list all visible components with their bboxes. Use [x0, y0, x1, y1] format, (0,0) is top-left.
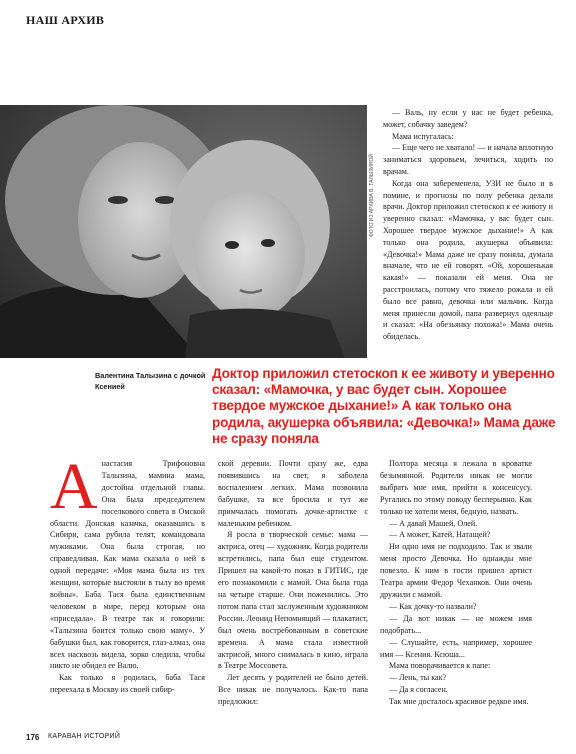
paragraph: — Да вот никак — не можем имя подобрать...: [380, 613, 532, 635]
paragraph: Как только я родилась, баба Тася переехала в Москву из своей сибир-: [50, 673, 205, 695]
paragraph: — А может, Катей, Натащей?: [389, 530, 491, 540]
paragraph: Полтора месяца я лежала в кроватке безымянной. Родители никак не могли выбрать мне имя, прийти к консенсусу. Ругались по этому поводу бесперывно. Как только не хотели меня, бедную, назвать.: [380, 459, 532, 516]
paragraph: — Как дочку-то назвали?: [389, 601, 477, 611]
magazine-name: КАРАВАН ИСТОРИЙ: [48, 733, 121, 740]
drop-cap: А: [50, 450, 98, 523]
paragraph: Я росла в творческой семье: мама — актриса, отец — художник. Когда родители встретились, папа был еще студентом. Пришел на какой-то показ в ГИТИС, где его познакомили с мамой. Она была года на четыре старше. Они поженились. Это потом папа стал заслуженным художником России. Леонид Непомнящий — плакатист, был очень востребованным в советские времена. А мама стала известной актрисой, много снималась в кино, играла в Театре Моссовета.: [218, 530, 368, 671]
right-column: [383, 107, 553, 343]
archive-photo: [0, 105, 367, 358]
paragraph: Так мне досталось красивое редкое имя.: [389, 697, 529, 707]
first-paragraph: [50, 450, 205, 672]
column-1: [50, 450, 205, 696]
paragraph: — Валь, ну если у нас не будет ребенка, может, собачку заведем?: [383, 108, 553, 129]
paragraph: Мама испугалась:: [392, 131, 454, 141]
paragraph: — Слушайте, есть, например, хорошее имя — Ксения. Ксюша...: [380, 637, 532, 659]
column-3: [380, 458, 532, 708]
paragraph: — Лень, ты как?: [389, 673, 447, 683]
first-paragraph-text: настасия Трифоновна Талызина, мамина мама, достойна отдельной главы. Она была председателем поселкового совета в Омской области. Донская казачка, оказавшись в Сибири, сама рубила телят, командовала мужиками. Она была строгая, но справедливая. Как мама сказала о ней в одной передаче: «Моя мама была из тех женщин, которые выстояли в тылу во время войны». Баба Тася была единственным человеком в мире, перед которым она «приседала». В театре так и говорили: «Талызина боится только свою маму». У бабушки был, как говорится, глаз-алмаз, она всех насквозь видела, зорко следила, чтобы никто не обидел ее Валю.: [50, 459, 205, 671]
column-2: [218, 458, 368, 708]
photo-caption: Валентина Талызина с дочкой Ксенией: [95, 371, 206, 391]
pull-quote: Доктор приложил стетоскоп к ее животу и уверенно сказал: «Мамочка, у вас будет сын. Хорошее твердое мужское дыхание!» А как только она родила, акушерка объявила: «Девочка!» Мама даже не сразу поняла: [212, 366, 556, 446]
paragraph: Когда она забеременела, УЗИ не было и в помине, и прогнозы по полу ребенка делали врачи. Доктор приложил стетоскоп к ее животу и уверенно сказал: «Мамочка, у вас будет сын. Хорошее твердое мужское дыхание!» А как только она родила, акушерка объявила: «Девочка!» Мама даже не сразу поняла, думала вначале, что не ей говорят. «Ой, хорошенькая какая!» — показали ей меня. Она не расстроилась, потому что тяжело рожала и ей было все равно, девочка или мальчик. Когда меня принесли домой, папа развернул одеяльце и сказал: «На обезьянку похожа!» Мама очень обиделась.: [383, 178, 553, 342]
page-number: 176: [26, 733, 40, 742]
paragraph: — Да я согласен.: [389, 685, 448, 695]
photo-credit: ФОТО ИЗ АРХИВА В. ТАЛЫЗИНОЙ: [369, 154, 375, 237]
paragraph: ской деревни. Почти сразу же, едва появившись на свет, я заболела воспалением легких. Мама позвонила бабушке, та все бросила и тут же примчалась помогать дочке-артистке с маленьким ребенком.: [218, 459, 368, 528]
paragraph: Лет десять у родителей не было детей. Все никак не получалось. Как-то папа предложил:: [218, 673, 368, 707]
section-title: НАШ АРХИВ: [26, 13, 105, 27]
paragraph: — А давай Машей, Олей.: [389, 518, 478, 528]
paragraph: Мама поворачивается к папе:: [389, 661, 491, 671]
paragraph: Ни одно имя не подходило. Так и звали меня просто Девочка. Но однажды мне повезло. К ним в гости пришел артист Театра армии Федор Чеханков. Они очень дружили с мамой.: [380, 542, 532, 599]
paragraph: — Еще чего не хватало! — и начала вплотную заниматься здоровьем, лечиться, ходить по врачам.: [383, 143, 553, 176]
